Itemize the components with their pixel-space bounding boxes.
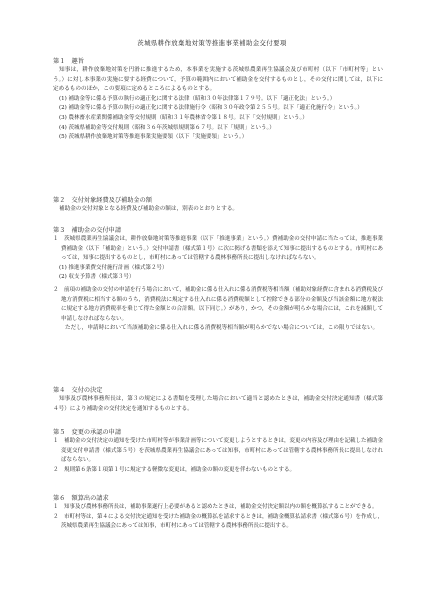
article-3-item-1: １ 茨城県農業再生協議会は，耕作放棄地対策等推進事業（以下「推進事業」という。）費補助金の交付申請に当たっては，推進事業費補助金（以下「補助金」という。）交付申請書（様式第１号）に次に掲げる書類を添えて知事に提出するものとする。市町村にあっては，知事に提出するものとし，市町村にあっては管轄する農林事務所長に提出しなければならない。 bbox=[53, 236, 383, 262]
article-4-paragraph: 知事及び農林事務所長は，第３の規定による書類を受理した場合において適当と認めたときは，補助金交付決定通知書（様式第４号）により補助金の交付決定を通知するものとする。 bbox=[53, 396, 383, 412]
article-4 bbox=[53, 386, 383, 414]
article-3-item-2: ２ 前項の補助金の交付の申請を行う場合において，補助金に係る仕入れに係る消費税等相当額（補助対象経費に含まれる消費税及び地方消費税に相当する額のうち，消費税法に規定する仕入れに係る消費税額として控除できる部分の金額及び当該金額に地方税法に規定する地方消費税率を乗じて得た金額との合計額。以下同じ。）があり，かつ，その金額が明らかな場合には，これを減額して申請しなければならない。 bbox=[53, 286, 383, 322]
article-6 bbox=[53, 494, 383, 532]
article-1-item-5: (5) 茨城県耕作放棄地対策等推進事業実施要領（以下「実施要領」という。） bbox=[59, 134, 248, 141]
article-5-heading: 第５ 変更の承認の申請 bbox=[53, 429, 122, 436]
article-3-sub-2: (2) 収支予算書（様式第３号） bbox=[59, 274, 135, 281]
article-1-item-4: (4) 茨城県補助金等交付規則（昭和３６年茨城県規則第６７号。以下「規則」という。） bbox=[59, 124, 275, 131]
article-3-sub-1: (1) 推進事業費交付施行計画（様式第２号） bbox=[59, 264, 168, 271]
article-5-item-1: １ 補助金の交付決定の通知を受けた市町村等が事業計画等について変更しようとするときは，変更の内容及び理由を記載した補助金変更交付申請書（様式第５号）を茨城県農業再生協議会にあっては知事，市町村にあっては管轄する農林事務所長に提出しなければならない。 bbox=[53, 438, 383, 464]
article-1-item-3: (3) 農林畜水産業関係補助金等交付規則（昭和３１年農林省令第１８号。以下「交付規則」という。） bbox=[59, 114, 308, 121]
article-2 bbox=[53, 196, 383, 215]
article-2-paragraph: 補助金の交付対象となる経費及び補助金の額は，別表のとおりとする。 bbox=[59, 206, 239, 212]
article-6-item-1: １ 知事及び農林事務所長は，補助事業遂行上必要があると認めたときは，補助金交付決定額以内の額を概算払することができる。 bbox=[53, 504, 378, 510]
article-1-paragraph: 知事は，耕作放棄地対策を円滑に推進するため，本事業を実施する茨城県農業再生協議会及び市町村（以下「市町村等」という。）に対し本事業の実施に要する経費について，予算の範囲内において補助金を交付するものとし，その交付に関しては，以下に定めるもののほか，この要項に定めるところによるものとする。 bbox=[53, 67, 383, 93]
article-5-item-2: ２ 規則第６条第１項第１号に規定する軽微な変更は，補助金の額の変更を伴わないものとする。 bbox=[53, 466, 296, 473]
article-4-heading: 第４ 交付の決定 bbox=[53, 387, 103, 394]
article-5 bbox=[53, 428, 383, 475]
article-1-item-2: (2) 補助金等に係る予算の執行の適正化に関する法律施行令（昭和３０年政令第２５５号。以下「適正化施行令」という。） bbox=[59, 105, 363, 112]
article-2-heading: 第２ 交付対象経費及び補助金の額 bbox=[53, 197, 152, 204]
document-title: 茨城県耕作放棄地対策等推進事業補助金交付要項 bbox=[137, 39, 287, 47]
article-1-heading: 第１ 趣旨 bbox=[53, 58, 84, 65]
article-3-proviso: ただし，申請時において当該補助金に係る仕入れに係る消費税等相当額が明らかでない場合については，この限りではない。 bbox=[65, 325, 379, 332]
article-1-item-1: (1) 補助金等に係る予算の執行の適正化に関する法律（昭和３０年法律第１７９号。以下「適正化法」という。） bbox=[59, 95, 336, 102]
article-6-heading: 第６ 額算出の請求 bbox=[53, 495, 109, 502]
article-3 bbox=[53, 226, 383, 334]
article-1 bbox=[53, 57, 383, 143]
article-3-heading: 第３ 補助金の交付申請 bbox=[53, 227, 122, 234]
article-6-item-2: ２ 市町村等は，第４による交付決定通知を受けた補助金の概算払を請求するときは，補助金概算払請求書（様式第６号）を作成し，茨城県農業再生協議会にあっては知事，市町村にあっては管轄する農林事務所長に提出する。 bbox=[53, 513, 384, 530]
